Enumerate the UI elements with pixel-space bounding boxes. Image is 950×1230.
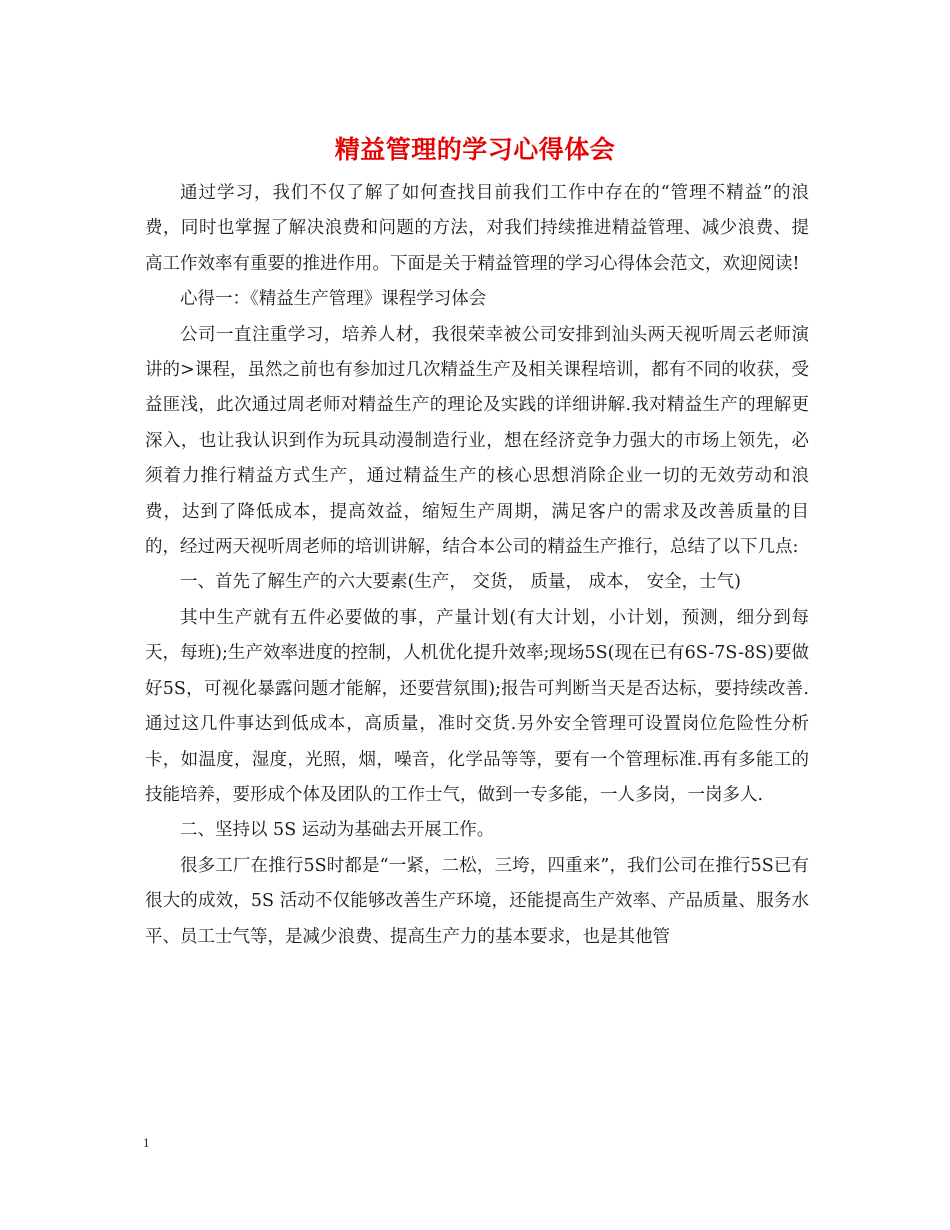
section-heading-1: 心得一：《精益生产管理》课程学习体会	[180, 289, 487, 310]
point-heading-1: 一、首先了解生产的六大要素(生产， 交货， 质量， 成本， 安全，士气)	[180, 572, 741, 593]
point-heading-2: 二、坚持以 5S 运动为基础去开展工作。	[180, 820, 495, 841]
page-number: 1	[143, 1135, 150, 1150]
intro-paragraph: 通过学习，我们不仅了解了如何查找目前我们工作中存在的“管理不精益”的浪费，同时也掌握了解决浪费和问题的方法，对我们持续推进精益管理、减少浪费、提高工作效率有重要的推进作用。下面是关于精益管理的学习心得体会范文，欢迎阅读!	[145, 183, 809, 274]
document-body	[145, 176, 809, 955]
body-paragraph: 公司一直注重学习，培养人材，我很荣幸被公司安排到汕头两天视听周云老师演讲的>课程，虽然之前也有参加过几次精益生产及相关课程培训，都有不同的收获，受益匪浅，此次通过周老师对精益生产的理论及实践的详细讲解.我对精益生产的理解更深入，也让我认识到作为玩具动漫制造行业，想在经济竞争力强大的市场上领先，必须着力推行精益方式生产，通过精益生产的核心思想消除企业一切的无效劳动和浪费，达到了降低成本，提高效益，缩短生产周期，满足客户的需求及改善质量的目的，经过两天视听周老师的培训讲解，结合本公司的精益生产推行，总结了以下几点:	[145, 324, 809, 558]
body-paragraph: 很多工厂在推行5S时都是“一紧，二松，三垮，四重来”，我们公司在推行5S已有很大的成效，5S 活动不仅能够改善生产环境，还能提高生产效率、产品质量、服务水平、员工士气等，是减少浪费、提高生产力的基本要求，也是其他管	[145, 855, 809, 947]
document-title: 精益管理的学习心得体会	[334, 135, 616, 164]
body-paragraph: 其中生产就有五件必要做的事，产量计划(有大计划，小计划，预测，细分到每天，每班);生产效率进度的控制，人机优化提升效率;现场5S(现在已有6S-7S-8S)要做好5S，可视化暴露问题才能解，还要营氛围);报告可判断当天是否达标，要持续改善.通过这几件事达到低成本，高质量，准时交货.另外安全管理可设置岗位危险性分析卡，如温度，湿度，光照，烟，噪音，化学品等等，要有一个管理标准.再有多能工的技能培养，要形成个体及团队的工作士气，做到一专多能，一人多岗，一岗多人.	[145, 607, 809, 805]
